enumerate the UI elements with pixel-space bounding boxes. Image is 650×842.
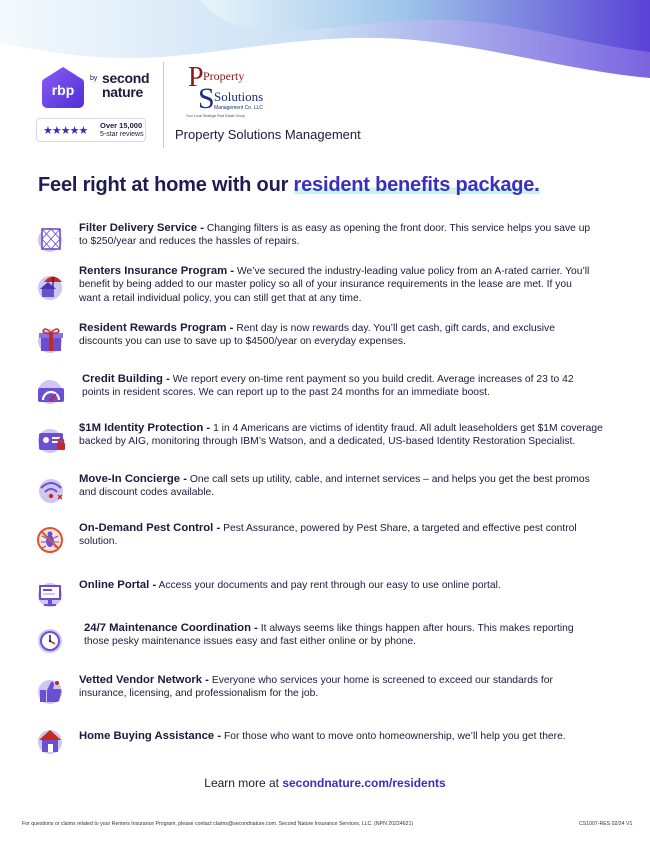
- star-rating-icon: ★★★★★: [43, 125, 88, 137]
- benefit-desc-line: Rent day is now rewards day. You’ll get cash, gift cards, and exclusive: [236, 323, 555, 334]
- credit-gauge-icon: [36, 375, 70, 405]
- benefit-title: Credit Building -: [82, 373, 170, 385]
- footer-disclaimer: For questions or claims related to your Renters Insurance Program, please contact claims@secondnature.com. Second Nature Insurance Services, LLC. (NPN 20224621): [22, 821, 414, 827]
- gift-icon: [36, 324, 70, 354]
- benefit-title: Renters Insurance Program -: [79, 265, 235, 277]
- wifi-utilities-icon: [36, 475, 70, 505]
- benefit-text: [79, 473, 590, 500]
- headline-highlight: resident benefits package.: [293, 174, 540, 196]
- benefit-title: Resident Rewards Program -: [79, 322, 234, 334]
- benefit-desc-line: It always seems like things happen after hours. This makes reporting: [260, 623, 574, 634]
- rbp-logo-text: rbp: [51, 82, 75, 98]
- learn-more: [0, 776, 650, 790]
- benefit-title: Home Buying Assistance -: [79, 730, 222, 742]
- benefit-title: Filter Delivery Service -: [79, 222, 204, 234]
- brand-name-line1: second: [102, 70, 150, 86]
- property-solutions-logo: [186, 64, 276, 124]
- benefit-desc-line: Pest Assurance, powered by Pest Share, a targeted and effective pest control: [223, 523, 577, 534]
- ps-logo-sub: Management Co. LLC: [214, 105, 263, 111]
- benefit-title: Online Portal -: [79, 579, 157, 591]
- review-count: [100, 122, 144, 139]
- benefit-desc-line: discounts you can use to save up to $4500/year on everyday expenses.: [79, 336, 406, 348]
- svg-text:S: S: [198, 82, 215, 115]
- brand-by: by: [90, 75, 98, 82]
- review-count-label: 5-star reviews: [100, 131, 144, 138]
- ps-logo-word2: Solutions: [214, 89, 264, 104]
- benefit-desc-line: We’ve secured the industry-leading value policy from an A-rated carrier. You’ll: [236, 266, 590, 277]
- benefit-text: [79, 579, 501, 592]
- benefit-title: Move-In Concierge -: [79, 473, 187, 485]
- umbrella-house-icon: [36, 271, 70, 301]
- benefit-desc-line: benefit by being added to our master policy so all of your insurance requirements in the lease are met. If you: [79, 279, 572, 291]
- benefit-text: [79, 265, 589, 305]
- header-divider: [163, 62, 164, 148]
- benefit-desc-line: For those who want to move onto homeownership, we’ll help you get there.: [223, 731, 566, 742]
- benefit-desc-line: One call sets up utility, cable, and internet services – and helps you get the best promos: [189, 474, 590, 485]
- review-count-number: Over 15,000: [100, 121, 143, 130]
- benefit-title: $1M Identity Protection -: [79, 422, 211, 434]
- benefit-text: [79, 674, 553, 701]
- house-key-icon: [36, 726, 70, 756]
- learn-more-text: Learn more at: [204, 776, 283, 790]
- benefit-desc-line: insurance, licensing, and professionalism for the job.: [79, 688, 319, 700]
- benefit-desc-line: Changing filters is as easy as opening the front door. This service helps you save up: [206, 223, 591, 234]
- benefit-desc-line: points in resident scores. We can report up to the past 24 months for an immediate boost.: [82, 387, 490, 399]
- benefit-text: [79, 730, 566, 743]
- benefit-desc-line: Everyone who services your home is screened to exceed our standards for: [211, 675, 553, 686]
- computer-monitor-icon: [36, 581, 70, 611]
- benefit-text: [82, 373, 574, 400]
- benefit-desc-line: We report every on-time rent payment so you build credit. Average increases of 23 to 42: [172, 374, 574, 385]
- benefit-desc-line: Access your documents and pay rent through our easy to use online portal.: [158, 580, 501, 591]
- benefit-desc-line: solution.: [79, 536, 118, 548]
- svg-text:P: P: [188, 64, 204, 93]
- clock-icon: [36, 626, 70, 656]
- headline-lead: Feel right at home with our: [38, 174, 294, 196]
- benefit-desc-line: those pesky maintenance issues easy and fast either online or by phone.: [84, 636, 416, 648]
- benefit-desc-line: backed by AIG, monitoring through IBM’s Watson, and a dedicated, US-based Identity Restoration Specialist.: [79, 436, 576, 448]
- property-manager-name: Property Solutions Management: [175, 127, 361, 142]
- header: [36, 62, 636, 152]
- benefit-title: 24/7 Maintenance Coordination -: [84, 622, 258, 634]
- benefit-text: [79, 222, 590, 249]
- benefit-text: [79, 422, 603, 449]
- footer-code: CS1007-RES 02/24 V1: [579, 821, 633, 827]
- thumbs-up-icon: [36, 676, 70, 706]
- rbp-logo: [40, 64, 86, 110]
- air-filter-icon: [36, 224, 70, 254]
- page-headline: [38, 174, 540, 197]
- brand-name: [102, 71, 149, 99]
- benefit-desc-line: to $250/year and reduces the hassles of repairs.: [79, 236, 300, 248]
- benefit-title: On-Demand Pest Control -: [79, 522, 221, 534]
- benefit-desc-line: 1 in 4 Americans are victims of identity fraud. All adult leaseholders get $1M coverage: [213, 423, 603, 434]
- benefit-text: [84, 622, 574, 649]
- ps-logo-word1: Property: [203, 69, 245, 83]
- benefit-desc-line: and discount codes available.: [79, 487, 215, 499]
- ps-logo-tagline: Your Local Strategic Real Estate Group: [186, 114, 246, 118]
- benefit-text: [79, 522, 577, 549]
- benefit-desc-line: want a retail individual policy, you can still get that at any time.: [79, 292, 362, 304]
- no-pest-icon: [36, 524, 70, 554]
- review-badge: [36, 118, 146, 142]
- learn-more-link[interactable]: secondnature.com/residents: [282, 776, 446, 790]
- benefit-title: Vetted Vendor Network -: [79, 674, 209, 686]
- brand-name-line2: nature: [102, 84, 143, 100]
- benefit-text: [79, 322, 555, 349]
- identity-lock-icon: [36, 424, 70, 454]
